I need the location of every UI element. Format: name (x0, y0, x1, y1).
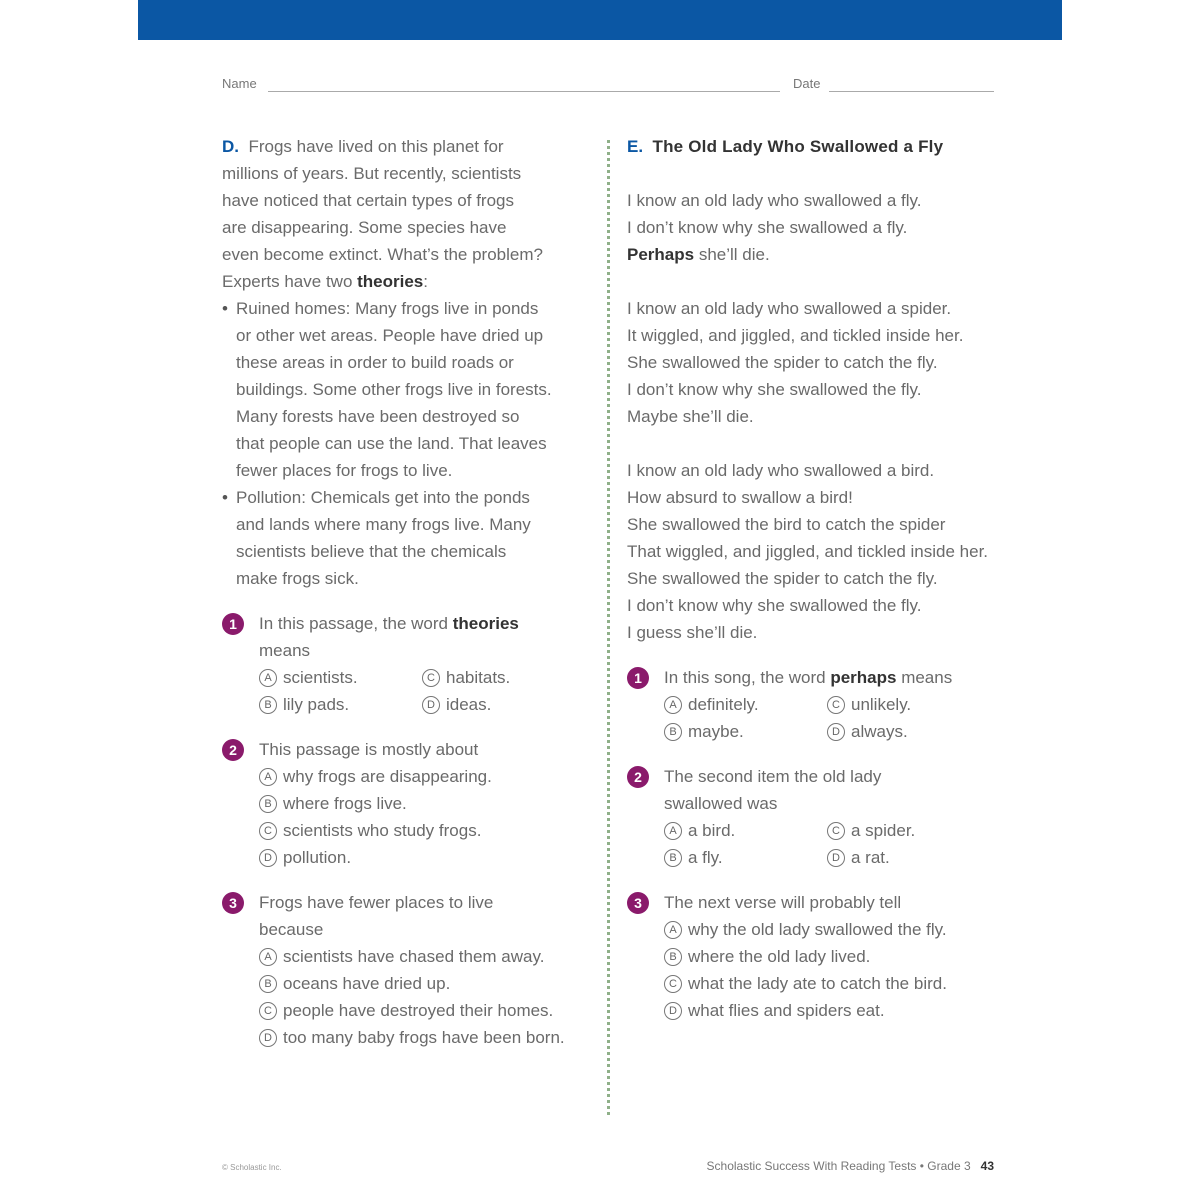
answer-option-a[interactable]: A why frogs are disappearing. (259, 763, 597, 790)
answer-bubble[interactable]: C (664, 975, 682, 993)
keyword-perhaps: Perhaps (627, 245, 695, 264)
answer-option-d[interactable]: D a rat. (827, 844, 987, 871)
stanza-1: I know an old lady who swallowed a fly. I don’t know why she swallowed a fly. Perhaps she’ll die. (627, 191, 922, 264)
question-number: 2 (222, 739, 244, 761)
keyword-theories: theories (357, 272, 424, 291)
answer-option-d[interactable]: D pollution. (259, 844, 597, 871)
song-title: The Old Lady Who Swallowed a Fly (652, 137, 944, 156)
answer-bubble[interactable]: A (259, 768, 277, 786)
page-number: 43 (980, 1159, 994, 1173)
answer-option-b[interactable]: B where the old lady lived. (664, 943, 1047, 970)
question-text: In this passage, the word theories means (259, 614, 519, 660)
section-e-heading (627, 133, 1047, 160)
answer-bubble[interactable]: C (259, 822, 277, 840)
question-number: 3 (627, 892, 649, 914)
copyright-notice: © Scholastic Inc. (222, 1163, 282, 1172)
question-d2 (222, 736, 597, 871)
answer-option-d[interactable]: D always. (827, 718, 987, 745)
answer-options (664, 817, 1047, 871)
section-d-passage: D. Frogs have lived on this planet for millions of years. But recently, scientists have noticed that certain types of frogs are disappearing. Some species have even become extinct. What’s the problem? Experts have two theories: (222, 137, 543, 291)
answer-option-c[interactable]: C unlikely. (827, 691, 987, 718)
answer-option-b[interactable]: B maybe. (664, 718, 827, 745)
answer-option-a[interactable]: A definitely. (664, 691, 827, 718)
question-text: This passage is mostly about (259, 740, 479, 759)
name-field[interactable] (268, 91, 780, 92)
answer-bubble[interactable]: C (827, 696, 845, 714)
stanza-3: I know an old lady who swallowed a bird. How absurd to swallow a bird! She swallowed the bird to catch the spider That wiggled, and jiggled, and tickled inside her. She swallowed the spider to catch the fly. I don’t know why she swallowed the fly. I guess she’ll die. (627, 461, 989, 642)
answer-options (259, 664, 597, 718)
answer-option-d[interactable]: D ideas. (422, 691, 582, 718)
date-label: Date (793, 76, 821, 91)
answer-bubble[interactable]: C (827, 822, 845, 840)
question-d3 (222, 889, 597, 1051)
answer-bubble[interactable]: B (259, 975, 277, 993)
answer-bubble[interactable]: C (422, 669, 440, 687)
date-field[interactable] (829, 91, 994, 92)
answer-option-b[interactable]: B oceans have dried up. (259, 970, 597, 997)
answer-bubble[interactable]: B (664, 849, 682, 867)
answer-option-d[interactable]: D too many baby frogs have been born. (259, 1024, 569, 1051)
answer-bubble[interactable]: A (664, 696, 682, 714)
answer-bubble[interactable]: A (664, 822, 682, 840)
answer-option-b[interactable]: B a fly. (664, 844, 827, 871)
question-text: Frogs have fewer places to live because (259, 893, 494, 939)
answer-option-d[interactable]: D what flies and spiders eat. (664, 997, 1047, 1024)
answer-option-c[interactable]: C scientists who study frogs. (259, 817, 597, 844)
column-divider (607, 140, 610, 1115)
answer-option-c[interactable]: C habitats. (422, 664, 582, 691)
question-number: 3 (222, 892, 244, 914)
question-number: 1 (627, 667, 649, 689)
answer-bubble[interactable]: B (259, 795, 277, 813)
answer-bubble[interactable]: D (259, 1029, 277, 1047)
answer-bubble[interactable]: B (664, 723, 682, 741)
answer-bubble[interactable]: A (259, 669, 277, 687)
answer-option-a[interactable]: A why the old lady swallowed the fly. (664, 916, 1047, 943)
question-number: 1 (222, 613, 244, 635)
answer-bubble[interactable]: D (259, 849, 277, 867)
answer-bubble[interactable]: D (827, 849, 845, 867)
name-label: Name (222, 76, 257, 91)
question-e2 (627, 763, 1047, 871)
book-title: Scholastic Success With Reading Tests • Grade 3 (706, 1159, 971, 1173)
question-e1 (627, 664, 1047, 745)
list-item: • Pollution: Chemicals get into the ponds and lands where many frogs live. Many scientists believe that the chemicals make frogs sick. (222, 484, 597, 592)
answer-option-c[interactable]: C people have destroyed their homes. (259, 997, 597, 1024)
question-e3 (627, 889, 1047, 1024)
answer-option-a[interactable]: A scientists. (259, 664, 422, 691)
answer-option-b[interactable]: B lily pads. (259, 691, 422, 718)
answer-bubble[interactable]: D (422, 696, 440, 714)
question-text: The next verse will probably tell (664, 893, 902, 912)
answer-option-a[interactable]: A a bird. (664, 817, 827, 844)
answer-bubble[interactable]: D (664, 1002, 682, 1020)
answer-bubble[interactable]: B (664, 948, 682, 966)
section-d-letter: D. (222, 137, 239, 156)
list-item: • Ruined homes: Many frogs live in ponds or other wet areas. People have dried up these areas in order to build roads or buildings. Some other frogs live in forests. Many forests have been destroyed so that people can use the land. That leaves fewer places for frogs to live. (222, 295, 597, 484)
section-d (222, 133, 597, 1051)
header-bar (138, 0, 1062, 40)
worksheet-page (138, 0, 1062, 1200)
answer-option-a[interactable]: A scientists have chased them away. (259, 943, 597, 970)
question-number: 2 (627, 766, 649, 788)
answer-bubble[interactable]: A (259, 948, 277, 966)
section-e (627, 133, 1047, 1024)
footer-book-info (707, 1159, 994, 1173)
answer-bubble[interactable]: D (827, 723, 845, 741)
answer-option-c[interactable]: C what the lady ate to catch the bird. (664, 970, 1047, 997)
answer-bubble[interactable]: C (259, 1002, 277, 1020)
stanza-2: I know an old lady who swallowed a spider. It wiggled, and jiggled, and tickled inside her. She swallowed the spider to catch the fly. I don’t know why she swallowed the fly. Maybe she’ll die. (627, 299, 964, 426)
question-text: The second item the old lady swallowed was (664, 767, 882, 813)
answer-bubble[interactable]: A (664, 921, 682, 939)
theories-list (222, 295, 597, 592)
question-text: In this song, the word perhaps means (664, 668, 953, 687)
answer-bubble[interactable]: B (259, 696, 277, 714)
answer-option-c[interactable]: C a spider. (827, 817, 987, 844)
answer-options (664, 691, 1047, 745)
answer-option-b[interactable]: B where frogs live. (259, 790, 597, 817)
question-d1 (222, 610, 597, 718)
section-e-letter: E. (627, 137, 644, 156)
